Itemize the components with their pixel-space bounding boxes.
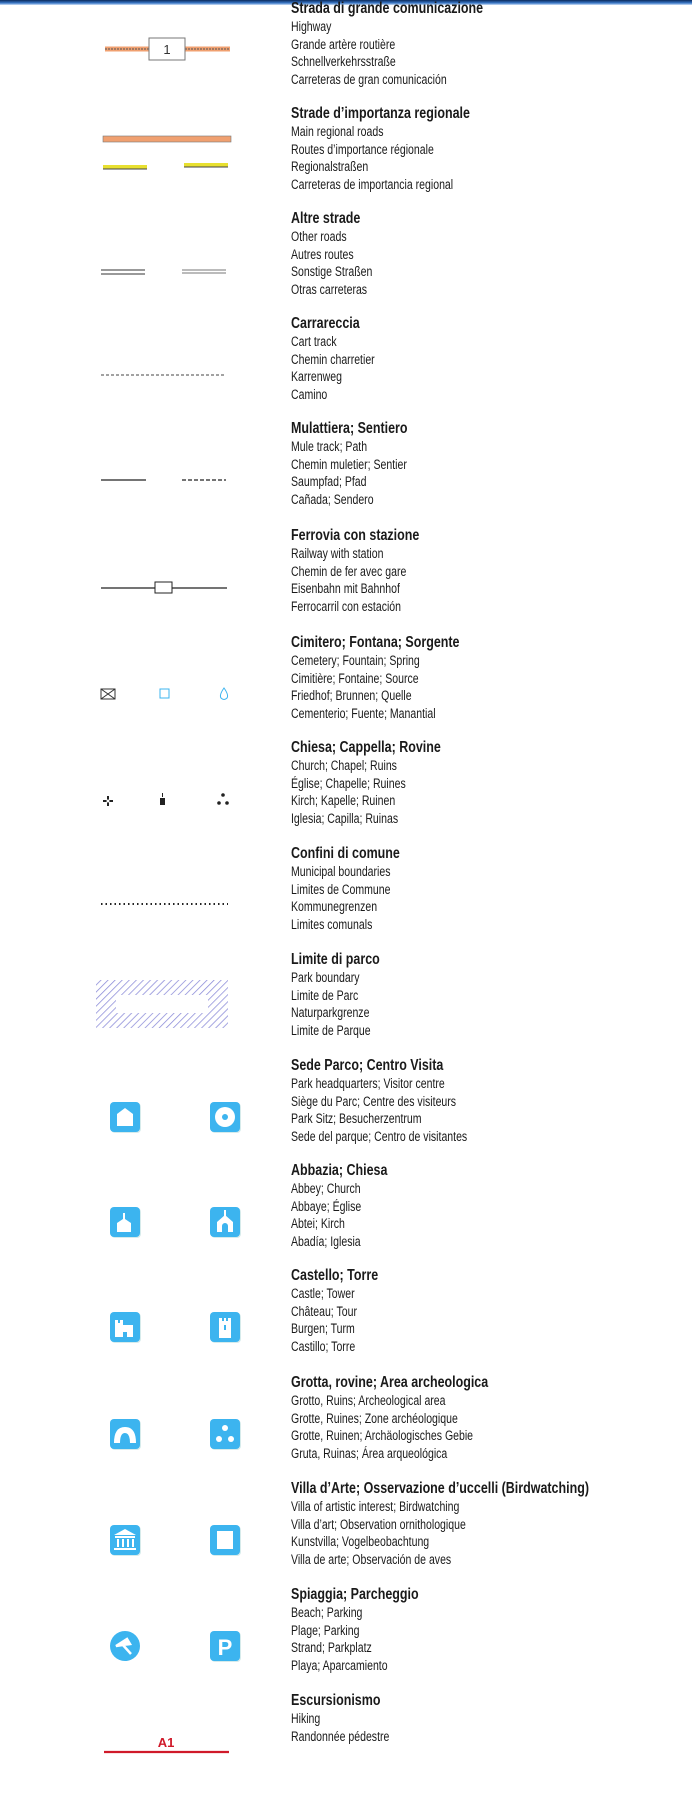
legend-translation: Cemetery; Fountain; Spring	[291, 653, 420, 668]
legend-translation: Grotte, Ruines; Zone archéologique	[291, 1410, 458, 1426]
legend-translation: Carreteras de gran comunicación	[291, 71, 447, 87]
other-roads-symbol-icon	[80, 210, 260, 315]
legend-text	[291, 1057, 467, 1145]
legend-title: Abbazia; Chiesa	[291, 1162, 388, 1179]
legend-translation: Abadía; Iglesia	[291, 1233, 361, 1249]
legend-translation: Hiking	[291, 1711, 321, 1726]
legend-text	[291, 210, 372, 298]
municipal-symbol-icon	[80, 845, 260, 950]
legend-entry-mule-track	[0, 420, 692, 525]
legend-translation: Park headquarters; Visitor centre	[291, 1076, 445, 1091]
legend-translation: Abtei; Kirch	[291, 1216, 345, 1232]
regional-symbol-icon	[80, 105, 260, 210]
legend-translation: Playa; Aparcamiento	[291, 1657, 388, 1673]
legend-text	[291, 1267, 378, 1355]
legend-translation: Saumpfad; Pfad	[291, 474, 367, 490]
legend-title: Chiesa; Cappella; Rovine	[291, 739, 441, 756]
legend-entry-cemetery	[0, 634, 692, 739]
legend-translation: Église; Chapelle; Ruines	[291, 775, 406, 791]
cart-track-symbol-icon	[80, 315, 260, 420]
legend-translation: Kunstvilla; Vogelbeobachtung	[291, 1534, 430, 1550]
legend-text	[291, 634, 459, 722]
legend-entry-castle	[0, 1267, 692, 1372]
legend-translation: Plage; Parking	[291, 1622, 360, 1638]
legend-entry-abbey	[0, 1162, 692, 1267]
legend-translation: Limite de Parc	[291, 987, 359, 1003]
legend-translation: Château; Tour	[291, 1303, 357, 1319]
castle-symbol-icon	[80, 1267, 260, 1372]
grotto-symbol-icon	[80, 1374, 260, 1479]
legend-translation: Limite de Parque	[291, 1022, 371, 1038]
legend-entry-regional	[0, 105, 692, 210]
legend-translation: Cañada; Sendero	[291, 491, 374, 507]
legend-text	[291, 845, 400, 933]
legend-entry-park-hq	[0, 1057, 692, 1162]
highway-number-badge: 1	[163, 42, 171, 57]
legend-entry-other-roads	[0, 210, 692, 315]
legend-translation: Castle; Tower	[291, 1286, 355, 1301]
legend-translation: Limites de Commune	[291, 881, 391, 897]
svg-text:P: P	[217, 1635, 233, 1660]
hiking-symbol-icon	[80, 1692, 260, 1797]
legend-translation: Villa of artistic interest; Birdwatching	[291, 1499, 460, 1514]
legend-translation: Sonstige Straßen	[291, 264, 373, 280]
legend-translation: Sede del parque; Centro de visitantes	[291, 1128, 468, 1144]
legend-translation: Burgen; Turm	[291, 1321, 355, 1337]
legend-title: Confini di comune	[291, 845, 400, 862]
hiking-route-badge: A1	[157, 1735, 175, 1750]
legend-translation: Iglesia; Capilla; Ruinas	[291, 810, 399, 826]
park-hq-symbol-icon	[80, 1057, 260, 1162]
legend-text	[291, 1692, 389, 1745]
legend-translation: Schnellverkehrsstraße	[291, 54, 396, 70]
legend-translation: Naturparkgrenze	[291, 1005, 370, 1021]
legend-entry-grotto	[0, 1374, 692, 1479]
legend-translation: Cimitière; Fontaine; Source	[291, 670, 419, 686]
legend-translation: Grotto, Ruins; Archeological area	[291, 1393, 446, 1408]
legend-translation: Other roads	[291, 229, 347, 244]
legend-text	[291, 0, 483, 88]
legend-text	[291, 527, 419, 615]
villa-symbol-icon	[80, 1480, 260, 1585]
legend-translation: Villa de arte; Observación de aves	[291, 1551, 452, 1567]
legend-translation: Kommunegrenzen	[291, 899, 378, 915]
legend-title: Limite di parco	[291, 951, 380, 968]
legend-entry-hiking	[0, 1692, 692, 1797]
railway-symbol-icon	[80, 527, 260, 632]
legend-entry-villa	[0, 1480, 692, 1585]
legend-translation: Karrenweg	[291, 369, 342, 385]
legend-translation: Main regional roads	[291, 124, 384, 139]
legend-title: Escursionismo	[291, 1692, 381, 1709]
legend-title: Strada di grande comunicazione	[291, 0, 484, 17]
legend-translation: Abbey; Church	[291, 1181, 361, 1196]
legend-title: Carrareccia	[291, 315, 360, 332]
legend-translation: Eisenbahn mit Bahnhof	[291, 581, 400, 597]
legend-translation: Siège du Parc; Centre des visiteurs	[291, 1093, 457, 1109]
legend-translation: Strand; Parkplatz	[291, 1640, 372, 1656]
legend-translation: Cart track	[291, 334, 337, 349]
legend-translation: Cementerio; Fuente; Manantial	[291, 705, 436, 721]
cemetery-symbol-icon	[80, 634, 260, 739]
legend-translation: Friedhof; Brunnen; Quelle	[291, 688, 412, 704]
legend-text	[291, 1586, 419, 1674]
highway-symbol-icon	[80, 0, 260, 105]
legend-translation: Kirch; Kapelle; Ruinen	[291, 793, 396, 809]
park-symbol-icon	[80, 951, 260, 1056]
legend-title: Villa d’Arte; Osservazione d’uccelli (Birdwatching)	[291, 1480, 589, 1497]
legend-title: Castello; Torre	[291, 1267, 379, 1284]
abbey-symbol-icon	[80, 1162, 260, 1267]
legend-translation: Chemin de fer avec gare	[291, 563, 407, 579]
legend-text	[291, 1162, 387, 1250]
legend-translation: Randonnée pédestre	[291, 1728, 390, 1744]
legend-text	[291, 105, 470, 193]
legend-translation: Grotte, Ruinen; Archäologisches Gebie	[291, 1428, 474, 1444]
legend-text	[291, 739, 441, 827]
legend-translation: Grande artère routière	[291, 36, 396, 52]
legend-translation: Routes d’importance régionale	[291, 141, 434, 157]
legend-translation: Abbaye; Église	[291, 1198, 362, 1214]
legend-translation: Chemin muletier; Sentier	[291, 456, 407, 472]
legend-entry-beach	[0, 1586, 692, 1691]
legend-translation: Railway with station	[291, 546, 384, 561]
legend-translation: Gruta, Ruinas; Área arqueológica	[291, 1445, 448, 1461]
legend-text	[291, 1374, 488, 1462]
legend-text	[291, 951, 380, 1039]
legend-text	[291, 420, 408, 508]
legend-translation: Chemin charretier	[291, 351, 375, 367]
legend-title: Cimitero; Fontana; Sorgente	[291, 634, 460, 651]
legend-entry-church	[0, 739, 692, 844]
legend-entry-highway	[0, 0, 692, 105]
legend-title: Mulattiera; Sentiero	[291, 420, 408, 437]
legend-translation: Highway	[291, 19, 332, 34]
legend-translation: Beach; Parking	[291, 1605, 363, 1620]
legend-text	[291, 1480, 589, 1568]
legend-translation: Church; Chapel; Ruins	[291, 758, 397, 773]
legend-title: Spiaggia; Parcheggio	[291, 1586, 419, 1603]
legend-title: Strade d’importanza regionale	[291, 105, 470, 122]
legend-entry-railway	[0, 527, 692, 632]
legend-translation: Mule track; Path	[291, 439, 368, 454]
legend-entry-municipal	[0, 845, 692, 950]
legend-title: Ferrovia con stazione	[291, 527, 420, 544]
legend-translation: Carreteras de importancia regional	[291, 176, 454, 192]
legend-translation: Villa d’art; Observation ornithologique	[291, 1516, 466, 1532]
legend-entry-park	[0, 951, 692, 1056]
legend-title: Sede Parco; Centro Visita	[291, 1057, 444, 1074]
legend-translation: Ferrocarril con estación	[291, 598, 402, 614]
legend-text	[291, 315, 375, 403]
church-symbol-icon	[80, 739, 260, 844]
legend-translation: Castillo; Torre	[291, 1338, 356, 1354]
legend-entry-cart-track	[0, 315, 692, 420]
legend-title: Altre strade	[291, 210, 361, 227]
legend-translation: Park boundary	[291, 970, 360, 985]
beach-symbol-icon	[80, 1586, 260, 1691]
legend-translation: Otras carreteras	[291, 281, 368, 297]
legend-title: Grotta, rovine; Area archeologica	[291, 1374, 489, 1391]
mule-track-symbol-icon	[80, 420, 260, 525]
legend-translation: Park Sitz; Besucherzentrum	[291, 1111, 422, 1127]
legend-translation: Municipal boundaries	[291, 864, 391, 879]
legend-translation: Autres routes	[291, 246, 354, 262]
legend-translation: Limites comunals	[291, 916, 373, 932]
legend-translation: Regionalstraßen	[291, 159, 369, 175]
legend-translation: Camino	[291, 386, 328, 402]
